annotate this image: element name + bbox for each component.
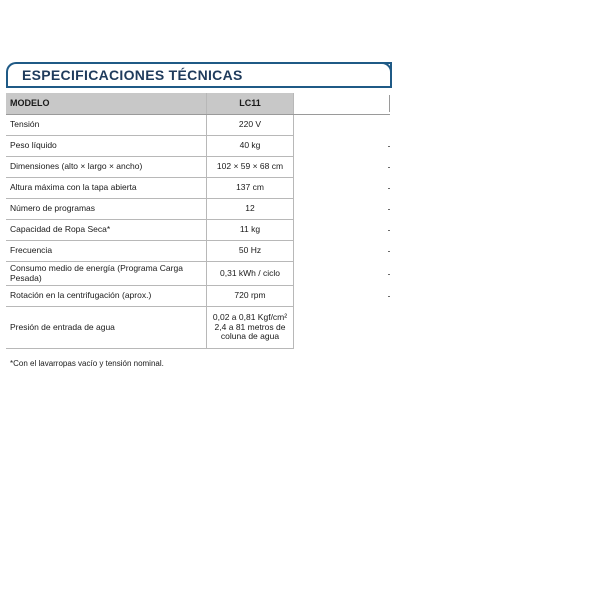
table-row <box>6 307 390 349</box>
table-row <box>6 220 390 241</box>
row-label: Dimensiones (alto × largo × ancho) <box>6 157 207 178</box>
header-model: LC11 <box>207 93 294 115</box>
row-value: 40 kg <box>207 136 294 157</box>
row-label: Capacidad de Ropa Seca* <box>6 220 207 241</box>
value-line: 2,4 a 81 metros de <box>214 321 286 332</box>
table-row <box>6 115 390 136</box>
row-value: 102 × 59 × 68 cm <box>207 157 294 178</box>
section-title: ESPECIFICACIONES TÉCNICAS <box>22 67 243 83</box>
row-label: Número de programas <box>6 199 207 220</box>
header-label: MODELO <box>6 93 207 115</box>
table-row <box>6 136 390 157</box>
row-value: 137 cm <box>207 178 294 199</box>
table-header-row <box>6 93 390 115</box>
footnote: *Con el lavarropas vacío y tensión nominal. <box>10 359 164 368</box>
row-value: 720 rpm <box>207 286 294 307</box>
table-row <box>6 199 390 220</box>
table-row <box>6 178 390 199</box>
table-row <box>6 286 390 307</box>
row-value: 0,31 kWh / ciclo <box>207 262 294 286</box>
row-value: 50 Hz <box>207 241 294 262</box>
row-label: Rotación en la centrifugación (aprox.) <box>6 286 207 307</box>
value-line: 0,02 a 0,81 Kgf/cm² <box>212 311 288 322</box>
spec-table <box>6 93 390 349</box>
row-label: Peso líquido <box>6 136 207 157</box>
row-value <box>207 307 294 349</box>
value-line: coluna de agua <box>220 331 280 342</box>
row-label: Altura máxima con la tapa abierta <box>6 178 207 199</box>
table-row <box>6 262 390 286</box>
row-value: 12 <box>207 199 294 220</box>
row-label: Frecuencia <box>6 241 207 262</box>
title-divider <box>6 86 392 88</box>
row-value: 11 kg <box>207 220 294 241</box>
row-label: Consumo medio de energía (Programa Carga Pesada) <box>6 262 207 286</box>
row-label: Presión de entrada de agua <box>6 307 207 349</box>
row-label: Tensión <box>6 115 207 136</box>
table-row <box>6 241 390 262</box>
section-title-frame <box>6 62 392 88</box>
row-value: 220 V <box>207 115 294 136</box>
table-row <box>6 157 390 178</box>
